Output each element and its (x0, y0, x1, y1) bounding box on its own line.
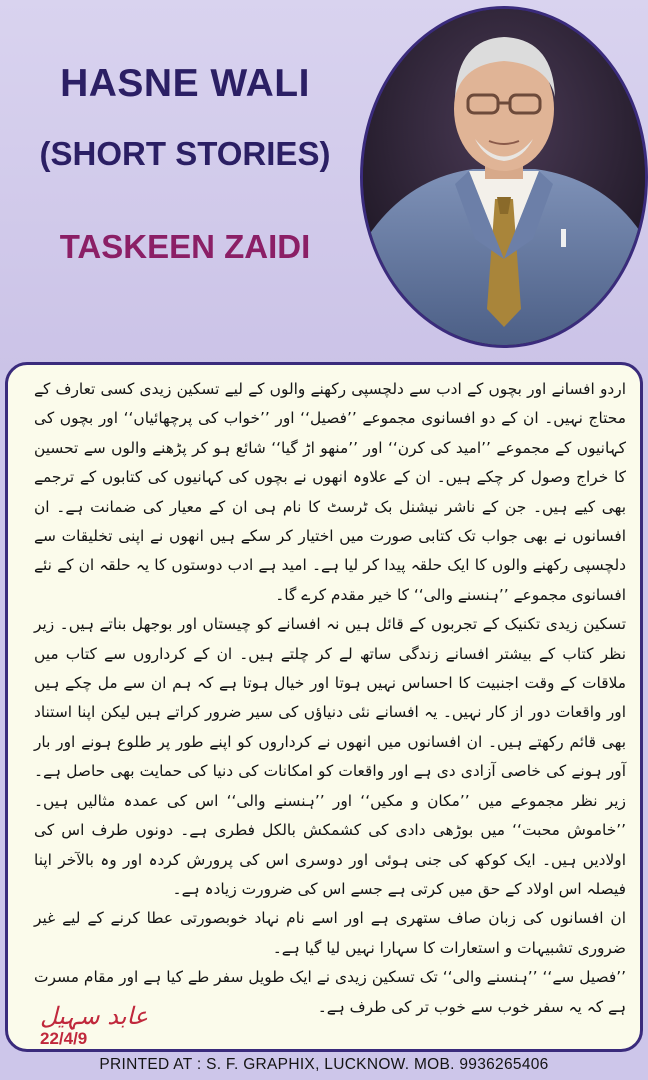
book-subtitle: (SHORT STORIES) (39, 135, 331, 172)
author-portrait (360, 6, 648, 348)
review-paragraph: تسکین زیدی تکنیک کے تجربوں کے قائل ہیں نہ افسانے کو چیستاں اور بوجھل بناتے ہیں۔ زیر نظر کتاب کے بیشتر افسانے زندگی ساتھ لے کر چلتے ہیں۔ ان کے کرداروں سے کتاب میں ملاقات کے وقت اجنبیت کا احساس نہیں ہوتا اور خیال ہوتا ہے کہ ہم ان سے مل چکے ہیں اور واقعات دور از کار نہیں۔ یہ افسانے نئی دنیاؤں کی سیر ضرور کراتے ہیں لیکن اپنا استناد بھی قائم رکھتے ہیں۔ ان افسانوں میں انھوں نے کرداروں کو اپنے طور پر طلوع ہونے اور بار آور ہونے کی خاصی آزادی دی ہے اور واقعات کو امکانات کی دنیا کی حمایت بھی حاصل ہے۔ زیر نظر مجموعے میں ’’مکان و مکیں‘‘ اور ’’ہنسنے والی‘‘ اس کی عمدہ مثالیں ہیں۔ ’’خاموش محبت‘‘ میں بوڑھی دادی کی کشمکش بالکل فطری ہے۔ دونوں طرف اس کی اولادیں ہیں۔ ایک کوکھ کی جنی ہوئی اور دوسری اس کی پرورش کردہ اور وہ بالآخر اپنا فیصلہ اس اولاد کے حق میں کرتی ہے جسے اس کی ضرورت زیادہ ہے۔ (34, 615, 626, 898)
signature-date: 22/4/9 (40, 1029, 88, 1048)
review-paragraph: اردو افسانے اور بچوں کے ادب سے دلچسپی رکھنے والوں کے لیے تسکین زیدی کسی تعارف کے محتاج نہیں۔ ان کے دو افسانوی مجموعے ’’فصیل‘‘ اور ’’خواب کی پرچھائیاں‘‘ اور بچوں کی کہانیوں کے مجموعے ’’امید کی کرن‘‘ اور ’’منھو اڑ گیا‘‘ شائع ہو کر پڑھنے والوں سے تحسین کا خراج وصول کر چکے ہیں۔ ان کے علاوہ انھوں نے بچوں کی کہانیوں کی کتابوں کے ترجمے بھی کیے ہیں۔ جن کے ناشر نیشنل بک ٹرسٹ کا نام ہی ان کے معیار کی ضمانت ہے۔ ان افسانوں نے بھی جواب تک کتابی صورت میں اختیار کر سکے ہیں انھوں نے اپنی تخلیقات سے دلچسپی رکھنے والوں کا ایک حلقہ پیدا کر لیا ہے۔ امید ہے ادب دوستوں کا یہ حلقہ ان کے نئے افسانوی مجموعے ’’ہنسنے والی‘‘ کا خیر مقدم کرے گا۔ (34, 380, 626, 604)
review-text (34, 375, 626, 1022)
review-paragraph: ’’فصیل سے‘‘ ’’ہنسنے والی‘‘ تک تسکین زیدی نے ایک طویل سفر طے کیا ہے اور مقام مسرت ہے کہ یہ سفر خوب سے خوب تر کی طرف ہے۔ (34, 968, 626, 1016)
author-name: TASKEEN ZAIDI (59, 228, 311, 265)
portrait-illustration (363, 9, 645, 345)
review-panel (5, 362, 643, 1052)
review-paragraph: ان افسانوں کی زبان صاف ستھری ہے اور اسے نام نہاد خوبصورتی عطا کرنے کے لیے غیر ضروری تشبیہات و استعارات کا سہارا نہیں لیا گیا ہے۔ (34, 909, 626, 957)
reviewer-signature: عابد سہیل (40, 1002, 149, 1030)
printer-credit: PRINTED AT : S. F. GRAPHIX, LUCKNOW. MOB. 9936265406 (99, 1056, 549, 1073)
book-title: HASNE WALI (60, 62, 310, 105)
